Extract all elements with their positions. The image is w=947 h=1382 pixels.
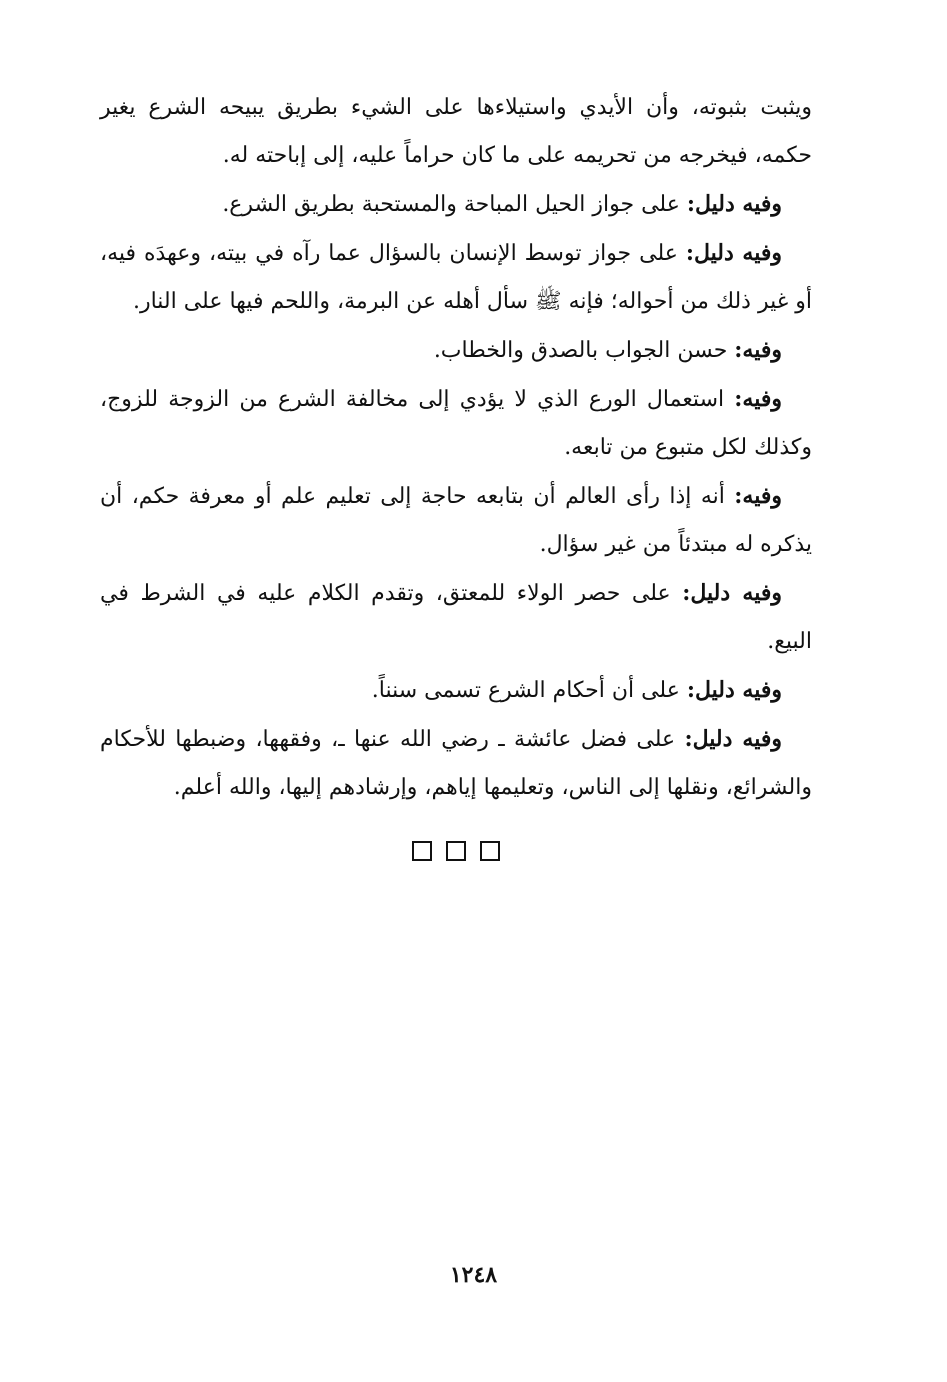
page-body — [100, 84, 812, 870]
paragraph-lead: وفيه: — [734, 483, 782, 509]
paragraph-text: على أن أحكام الشرع تسمى سنناً. — [371, 678, 687, 703]
page-number: ١٢٤٨ — [449, 1262, 498, 1288]
paragraph-text: أنه إذا رأى العالم أن بتابعه حاجة إلى تعليم علم أو معرفة حكم، أن يذكره له مبتدئاً من غير سؤال. — [100, 484, 812, 557]
paragraph-lead: وفيه دليل: — [684, 726, 782, 752]
paragraph — [100, 715, 812, 812]
paragraph-text: حسن الجواب بالصدق والخطاب. — [433, 338, 735, 363]
paragraph-text: على حصر الولاء للمعتق، وتقدم الكلام عليه في الشرط في البيع. — [100, 581, 812, 654]
ornament-square-icon — [412, 841, 432, 861]
paragraph — [100, 375, 812, 472]
paragraph-lead: وفيه دليل: — [686, 677, 782, 703]
paragraph-text: ويثبت بثبوته، وأن الأيدي واستيلاءها على الشيء بطريق يبيحه الشرع يغير حكمه، فيخرجه من تحريمه على ما كان حراماً عليه، إلى إباحته له. — [100, 95, 812, 168]
paragraph — [100, 326, 812, 375]
paragraph-continuation — [100, 84, 812, 180]
paragraph-text: على جواز الحيل المباحة والمستحبة بطريق الشرع. — [222, 192, 687, 217]
ornament-square-icon — [480, 841, 500, 861]
paragraph-text: على جواز توسط الإنسان بالسؤال عما رآه في بيته، وعهدَه فيه، أو غير ذلك من أحواله؛ فإنه ﷺ سأل أهله عن البرمة، واللحم فيها على النار. — [100, 241, 812, 314]
ornament-square-icon — [446, 841, 466, 861]
section-end-ornament — [100, 840, 812, 870]
paragraph — [100, 180, 812, 229]
paragraph-lead: وفيه دليل: — [685, 240, 782, 266]
paragraph-lead: وفيه: — [734, 386, 782, 412]
paragraph-lead: وفيه دليل: — [686, 191, 782, 217]
paragraph-text: على فضل عائشة ـ رضي الله عنها ـ، وفقهها، وضبطها للأحكام والشرائع، ونقلها إلى الناس، وتعليمها إياهم، وإرشادهم إليها، والله أعلم. — [100, 727, 812, 800]
paragraph — [100, 666, 812, 715]
paragraph-lead: وفيه دليل: — [682, 580, 782, 606]
paragraph-lead: وفيه: — [734, 337, 782, 363]
paragraph — [100, 229, 812, 326]
paragraph — [100, 472, 812, 569]
paragraph — [100, 569, 812, 666]
paragraph-text: استعمال الورع الذي لا يؤدي إلى مخالفة الشرع من الزوجة للزوج، وكذلك لكل متبوع من تابعه. — [100, 387, 812, 460]
